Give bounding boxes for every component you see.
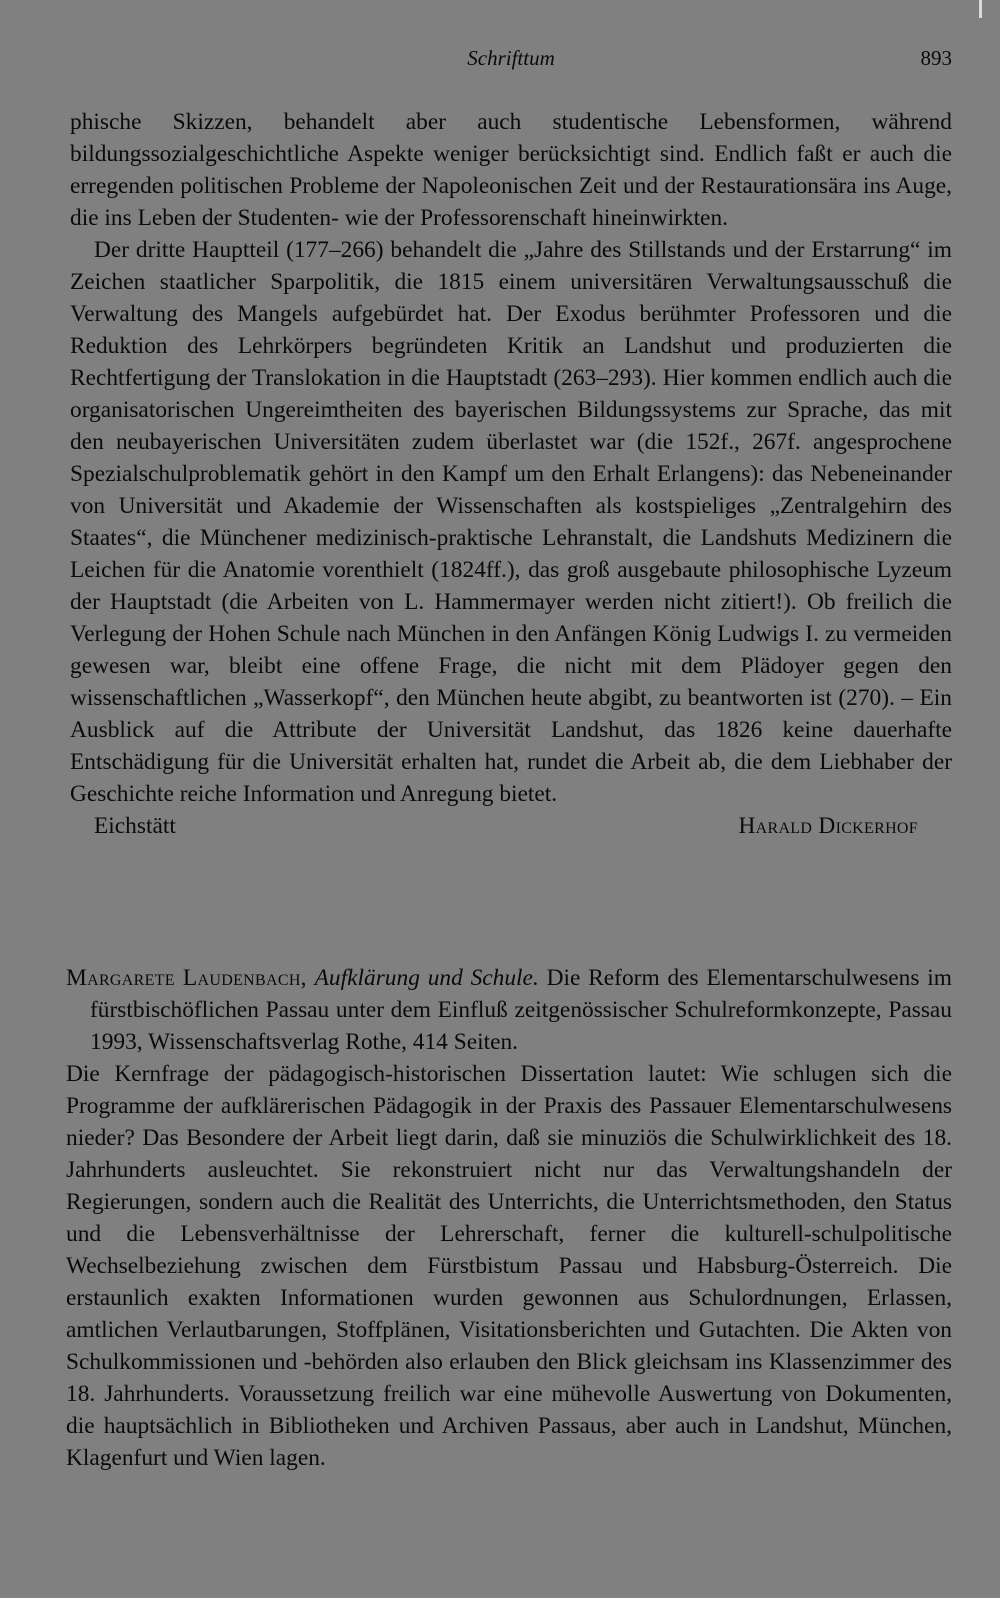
review1-paragraph-1: phische Skizzen, behandelt aber auch studentische Lebensformen, während bildungssozialgeschichtliche Aspekte weniger berücksichtigt sind. Endlich faßt er auch die erregenden politischen Probleme der Napoleonischen Zeit und der Restaurationsära ins Auge, die ins Leben der Studenten- wie der Professorenschaft hineinwirkten. (70, 109, 952, 231)
review-continued (70, 106, 952, 842)
review2-book-title: Aufklärung und Schule. (314, 965, 539, 991)
review-laudenbach (66, 962, 952, 1474)
page-edge-mark (979, 0, 982, 18)
review1-place: Eichstätt (94, 813, 176, 839)
review1-signature (70, 810, 952, 842)
running-head (70, 46, 952, 76)
running-title: Schrifttum (467, 46, 555, 70)
review2-body: Die Kernfrage der pädagogisch-historischen Dissertation lautet: Wie schlugen sich die Programme der aufklärerischen Pädagogik in der Praxis des Passauer Elementarschulwesens nieder? Das Besondere der Arbeit liegt darin, daß sie minuziös die Schulwirklichkeit des 18. Jahrhunderts ausleuchtet. Sie rekonstruiert nicht nur das Verwaltungshandeln der Regierungen, sondern auch die Realität des Unterrichts, die Unterrichtsmethoden, den Status und die Lebensverhältnisse der Lehrerschaft, ferner die kulturell-schulpolitische Wechselbeziehung zwischen dem Fürstbistum Passau und Habsburg-Österreich. Die erstaunlich exakten Informationen wurden gewonnen aus Schulordnungen, Erlassen, amtlichen Verlautbarungen, Stoffplänen, Visitationsberichten und Gutachten. Die Akten von Schulkommissionen und -behörden also erlauben den Blick gleichsam ins Klassenzimmer des 18. Jahrhunderts. Voraussetzung freilich war eine mühevolle Auswertung von Dokumenten, die hauptsächlich in Bibliotheken und Archiven Passaus, aber auch in Landshut, München, Klagenfurt und Wien lagen. (66, 1061, 952, 1471)
review2-author: Margarete Laudenbach, (66, 965, 307, 991)
review2-bibliographic-heading (66, 962, 952, 1058)
review2-bibliographic-details: Die Reform des Elementarschulwesens im fürstbischöflichen Passau unter dem Einfluß zeitgenössischer Schulreformkonzepte, Passau 1993, Wissenschaftsverlag Rothe, 414 Seiten. (90, 965, 952, 1055)
review1-reviewer: Harald Dickerhof (738, 813, 918, 839)
page-number: 893 (920, 46, 952, 70)
review1-paragraph-2: Der dritte Hauptteil (177–266) behandelt die „Jahre des Stillstands und der Erstarrung“ im Zeichen staatlicher Sparpolitik, die 1815 einem universitären Verwaltungsausschuß die Verwaltung des Mangels aufgebürdet hat. Der Exodus berühmter Professoren und die Reduktion des Lehrkörpers begründeten Kritik an Landshut und produzierten die Rechtfertigung der Translokation in die Hauptstadt (263–293). Hier kommen endlich auch die organisatorischen Ungereimtheiten des bayerischen Bildungssystems zur Sprache, das mit den neubayerischen Universitäten zudem überlastet war (die 152f., 267f. angesprochene Spezialschulproblematik gehört in den Kampf um den Erhalt Erlangens): das Nebeneinander von Universität und Akademie der Wissenschaften als kostspieliges „Zentralgehirn des Staates“, die Münchener medizinisch-praktische Lehranstalt, die Landshuts Medizinern die Leichen für die Anatomie vorenthielt (1824ff.), das groß ausgebaute philosophische Lyzeum der Hauptstadt (die Arbeiten von L. Hammermayer werden nicht zitiert!). Ob freilich die Verlegung der Hohen Schule nach München in den Anfängen König Ludwigs I. zu vermeiden gewesen war, bleibt eine offene Frage, die nicht mit dem Plädoyer gegen den wissenschaftlichen „Wasserkopf“, den München heute abgibt, zu beantworten ist (270). – Ein Ausblick auf die Attribute der Universität Landshut, das 1826 keine dauerhafte Entschädigung für die Universität erhalten hat, rundet die Arbeit ab, die dem Liebhaber der Geschichte reiche Information und Anregung bietet. (70, 237, 952, 807)
